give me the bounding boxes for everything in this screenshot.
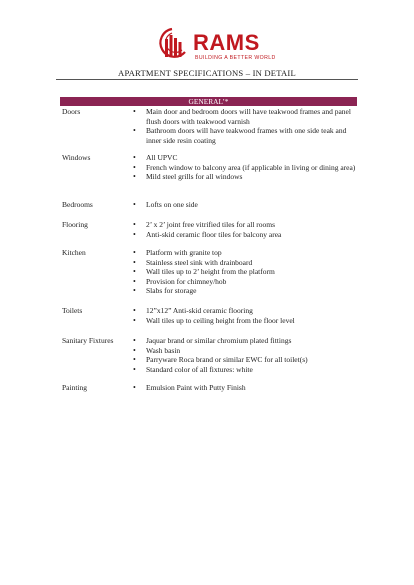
spec-item: • French window to balcony area (if applicable in living or dining area) (132, 163, 362, 173)
spec-item: • Anti-skid ceramic floor tiles for balcony area (132, 230, 362, 240)
spec-label: Flooring (62, 220, 88, 229)
section-header-general: GENERAL’* (60, 97, 357, 106)
spec-label: Kitchen (62, 248, 86, 257)
spec-item: • Jaquar brand or similar chromium plated fittings (132, 336, 362, 346)
spec-item: • Wash basin (132, 346, 362, 356)
spec-items (132, 248, 362, 296)
spec-item: • 2’ x 2’ joint free vitrified tiles for all rooms (132, 220, 362, 230)
spec-item: • Mild steel grills for all windows (132, 172, 362, 182)
spec-item: • All UPVC (132, 153, 362, 163)
spec-item: • Provision for chimney/hob (132, 277, 362, 287)
spec-items (132, 220, 362, 239)
spec-item: • Wall tiles up to 2’ height from the platform (132, 267, 362, 277)
spec-item: • 12”x12” Anti-skid ceramic flooring (132, 306, 362, 316)
spec-item: • Lofts on one side (132, 200, 362, 210)
spec-item: • Platform with granite top (132, 248, 362, 258)
spec-items (132, 200, 362, 210)
spec-item: • Wall tiles up to ceiling height from the floor level (132, 316, 362, 326)
spec-item: • Emulsion Paint with Putty Finish (132, 383, 362, 393)
spec-label: Windows (62, 153, 91, 162)
spec-label: Doors (62, 107, 81, 116)
spec-items (132, 153, 362, 182)
spec-items (132, 107, 362, 145)
title-divider (56, 79, 358, 80)
spec-item: • Slabs for storage (132, 286, 362, 296)
rams-logo (155, 26, 276, 66)
spec-item: • Stainless steel sink with drainboard (132, 258, 362, 268)
spec-item: • Bathroom doors will have teakwood frames with one side teak and inner side resin coating (132, 126, 362, 145)
spec-items (132, 336, 362, 374)
spec-items (132, 306, 362, 325)
logo-wordmark: RAMS (193, 30, 260, 55)
logo-tagline: BUILDING A BETTER WORLD (195, 55, 276, 61)
building-logo-icon (155, 26, 189, 64)
spec-item: • Standard color of all fixtures: white (132, 365, 362, 375)
page-title: APARTMENT SPECIFICATIONS – IN DETAIL (118, 68, 296, 78)
spec-item: • Parryware Roca brand or similar EWC for all toilet(s) (132, 355, 362, 365)
spec-item: • Main door and bedroom doors will have teakwood frames and panel flush doors with teakwood varnish (132, 107, 362, 126)
spec-items (132, 383, 362, 393)
spec-label: Sanitary Fixtures (62, 336, 114, 345)
spec-label: Painting (62, 383, 88, 392)
spec-label: Bedrooms (62, 200, 93, 209)
spec-label: Toilets (62, 306, 83, 315)
